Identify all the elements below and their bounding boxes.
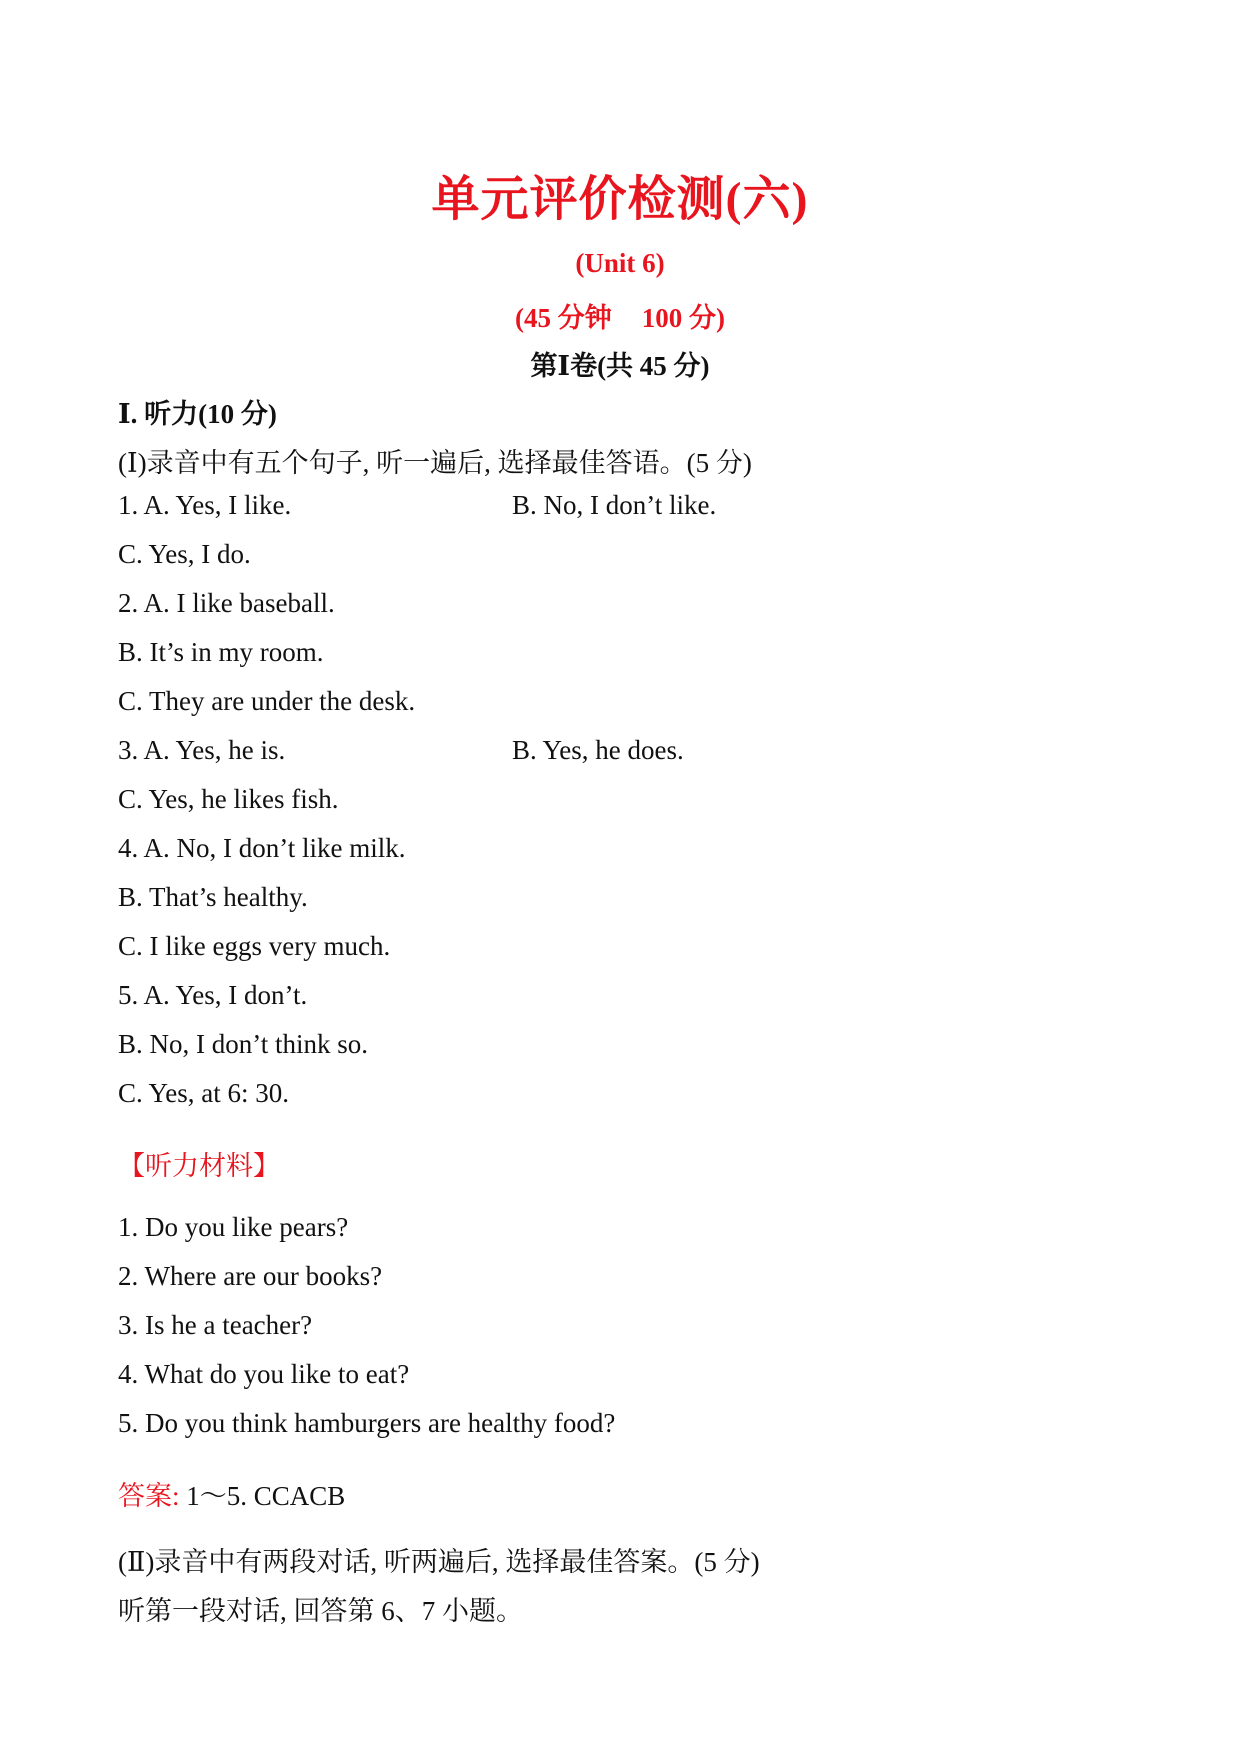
q4-option-a: 4. A. No, I don’t like milk. <box>118 833 406 863</box>
q2-option-b: B. It’s in my room. <box>118 637 324 667</box>
section-heading-listening: Ⅰ. 听力(10 分) <box>118 399 277 429</box>
material-item: 3. Is he a teacher? <box>118 1310 313 1340</box>
material-item: 2. Where are our books? <box>118 1261 383 1291</box>
answer-value: 1～5. CCACB <box>179 1481 346 1511</box>
q3-option-c: C. Yes, he likes fish. <box>118 784 339 814</box>
q5-option-c: C. Yes, at 6: 30. <box>118 1078 290 1108</box>
q1-option-b: B. No, I don’t like. <box>512 490 717 520</box>
score-label: 100 分) <box>641 303 725 333</box>
first-dialogue-instruction: 听第一段对话, 回答第 6、7 小题。 <box>118 1596 523 1626</box>
q5-option-b: B. No, I don’t think so. <box>118 1029 369 1059</box>
part1-instruction: (Ⅰ)录音中有五个句子, 听一遍后, 选择最佳答语。(5 分) <box>118 448 752 478</box>
q4-option-b: B. That’s healthy. <box>118 882 308 912</box>
q5-option-a: 5. A. Yes, I don’t. <box>118 980 308 1010</box>
answer-label: 答案: <box>118 1481 180 1511</box>
part2-instruction: (Ⅱ)录音中有两段对话, 听两遍后, 选择最佳答案。(5 分) <box>118 1547 760 1577</box>
answer-line <box>118 1474 345 1513</box>
time-label: (45 分钟 <box>515 303 612 333</box>
material-item: 5. Do you think hamburgers are healthy food? <box>118 1408 616 1438</box>
q3-option-b: B. Yes, he does. <box>512 735 684 765</box>
listening-material-heading: 【听力材料】 <box>118 1151 280 1181</box>
q2-option-a: 2. A. I like baseball. <box>118 588 335 618</box>
volume-heading: 第Ⅰ卷(共 45 分) <box>530 351 710 381</box>
material-item: 4. What do you like to eat? <box>118 1359 410 1389</box>
material-item: 1. Do you like pears? <box>118 1212 349 1242</box>
q1-option-c: C. Yes, I do. <box>118 539 251 569</box>
q3-option-a: 3. A. Yes, he is. <box>118 735 286 765</box>
time-score-line <box>0 296 1240 335</box>
q1-option-a: 1. A. Yes, I like. <box>118 490 292 520</box>
page-title: 单元评价检测(六) <box>431 173 809 226</box>
unit-subtitle: (Unit 6) <box>575 248 665 278</box>
q4-option-c: C. I like eggs very much. <box>118 931 391 961</box>
q2-option-c: C. They are under the desk. <box>118 686 416 716</box>
